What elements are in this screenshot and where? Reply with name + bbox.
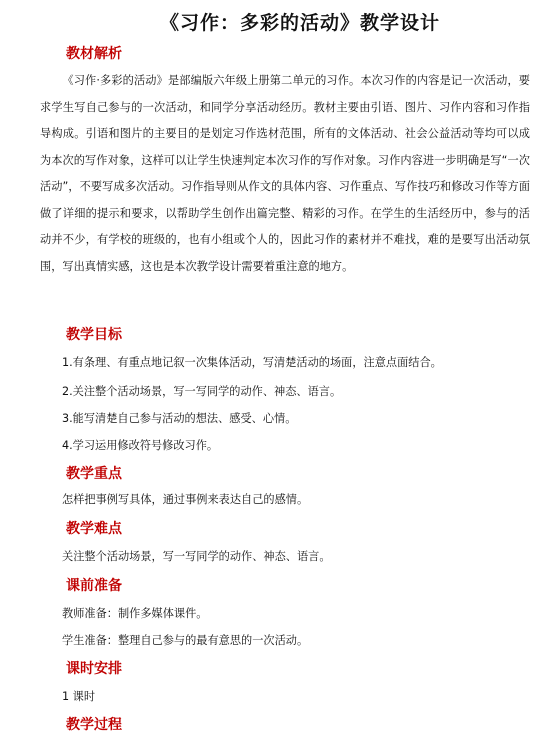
preparation-teacher: 教师准备：制作多媒体课件。	[62, 607, 208, 620]
schedule-text: 1 课时	[62, 690, 96, 703]
objective-item-4: 4.学习运用修改符号修改习作。	[62, 439, 219, 452]
document-title: 《习作：多彩的活动》教学设计	[159, 12, 440, 34]
objective-item-3: 3.能写清楚自己参与活动的想法、感受、心情。	[62, 412, 297, 425]
difficulty-text: 关注整个活动场景，写一写同学的动作、神态、语言。	[62, 550, 331, 563]
heading-difficulty: 教学难点	[66, 521, 122, 537]
heading-analysis: 教材解析	[66, 46, 122, 62]
key-point-text: 怎样把事例写具体，通过事例来表达自己的感情。	[62, 493, 309, 506]
heading-objectives: 教学目标	[66, 327, 122, 343]
objective-item-2: 2.关注整个活动场景，写一写同学的动作、神态、语言。	[62, 385, 342, 398]
heading-preparation: 课前准备	[66, 578, 122, 594]
paragraph-analysis: 《习作·多彩的活动》是部编版六年级上册第二单元的习作。本次习作的内容是记一次活动，要求学生写自己参与的一次活动，和同学分享活动经历。教材主要由引语、图片、习作内容和习作指导构成。引语和图片的主要目的是划定习作选材范围，所有的文体活动、社会公益活动等均可以成为本次的写作对象，这样可以让学生快速判定本次习作的写作对象。习作内容进一步明确是写“一次活动”，不要写成多次活动。习作指导则从作文的具体内容、习作重点、写作技巧和修改习作等方面做了详细的提示和要求，以帮助学生创作出篇完整、精彩的习作。在学生的生活经历中，参与的活动并不少，有学校的班级的，也有小组或个人的，因此习作的素材并不难找，难的是要写出活动氛围，写出真情实感，这也是本次教学设计需要着重注意的地方。	[40, 74, 530, 273]
heading-key-point: 教学重点	[66, 466, 122, 482]
preparation-student: 学生准备：整理自己参与的最有意思的一次活动。	[62, 634, 309, 647]
objective-item-1: 1.有条理、有重点地记叙一次集体活动，写清楚活动的场面，注意点面结合。	[62, 356, 442, 369]
heading-schedule: 课时安排	[66, 661, 122, 677]
heading-process: 教学过程	[66, 717, 122, 733]
